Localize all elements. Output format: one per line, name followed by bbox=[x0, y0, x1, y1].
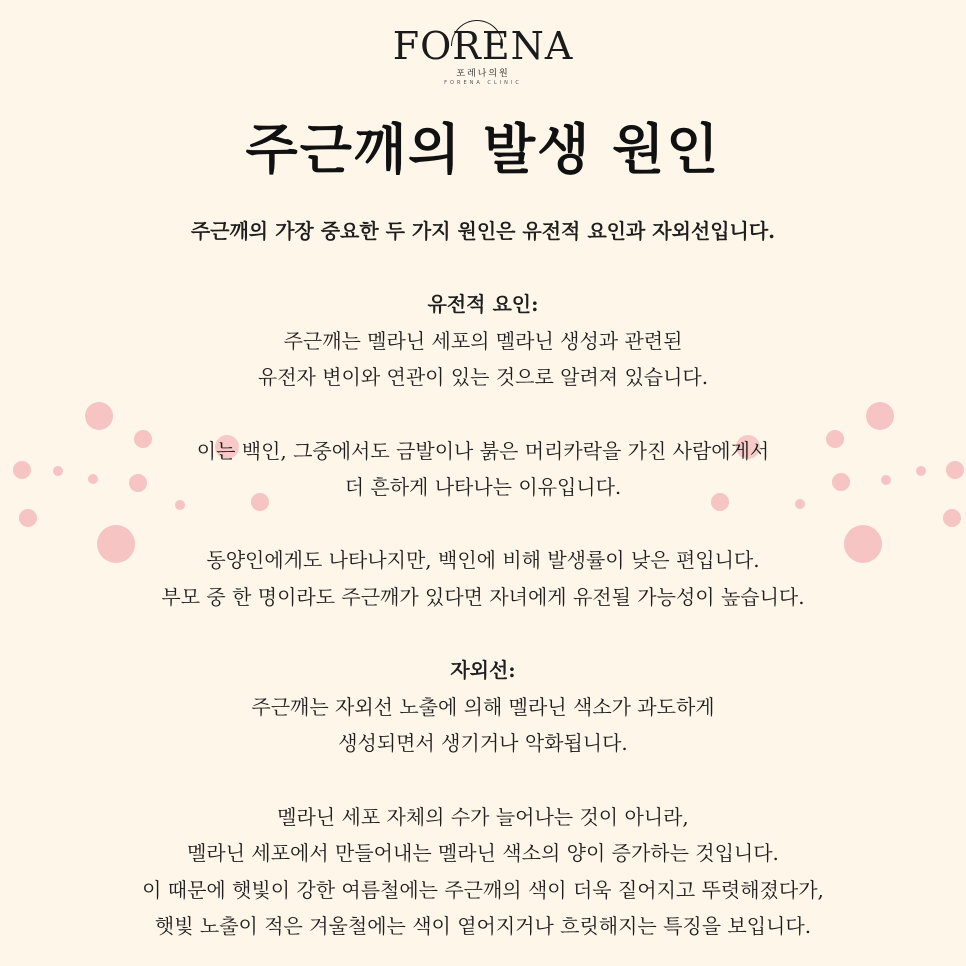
paragraph-line: 멜라닌 세포에서 만들어내는 멜라닌 색소의 양이 증가하는 것입니다. bbox=[187, 841, 779, 866]
logo-wordmark bbox=[393, 26, 574, 66]
logo-wordmark-text: FORENA bbox=[392, 24, 574, 68]
paragraph-line: 주근깨는 멜라닌 세포의 멜라닌 생성과 관련된 bbox=[283, 328, 683, 353]
logo-tagline: FORENA CLINIC bbox=[444, 80, 522, 86]
genetic-heading: 유전적 요인: bbox=[427, 292, 539, 317]
paragraph-line: 햇빛 노출이 적은 겨울철에는 색이 옅어지거나 흐릿해지는 특징을 보입니다. bbox=[154, 914, 812, 939]
paragraph-line: 유전자 변이와 연관이 있는 것으로 알려져 있습니다. bbox=[257, 365, 709, 390]
paragraph-line: 이는 백인, 그중에서도 금발이나 붉은 머리카락을 가진 사람에게서 bbox=[196, 438, 770, 463]
article-body bbox=[0, 213, 966, 945]
uv-heading: 자외선: bbox=[450, 658, 516, 683]
paragraph-line: 이 때문에 햇빛이 강한 여름철에는 주근깨의 색이 더욱 짙어지고 뚜렷해졌다가, bbox=[142, 877, 824, 902]
logo-subtitle: 포레나의원 bbox=[456, 69, 510, 79]
paragraph-line: 주근깨는 자외선 노출에 의해 멜라닌 색소가 과도하게 bbox=[251, 694, 715, 719]
intro-text: 주근깨의 가장 중요한 두 가지 원인은 유전적 요인과 자외선입니다. bbox=[190, 219, 776, 243]
paragraph-line: 더 흔하게 나타나는 이유입니다. bbox=[344, 475, 622, 500]
paragraph-line: 동양인에게도 나타나지만, 백인에 비해 발생률이 낮은 편입니다. bbox=[206, 548, 760, 573]
paragraph-line: 생성되면서 생기거나 악화됩니다. bbox=[338, 731, 628, 756]
page-title: 주근깨의 발생 원인 bbox=[245, 118, 721, 181]
brand-logo bbox=[0, 26, 966, 86]
paragraph-line: 멜라닌 세포 자체의 수가 늘어나는 것이 아니라, bbox=[277, 804, 689, 829]
paragraph-line: 부모 중 한 명이라도 주근깨가 있다면 자녀에게 유전될 가능성이 높습니다. bbox=[161, 584, 805, 609]
